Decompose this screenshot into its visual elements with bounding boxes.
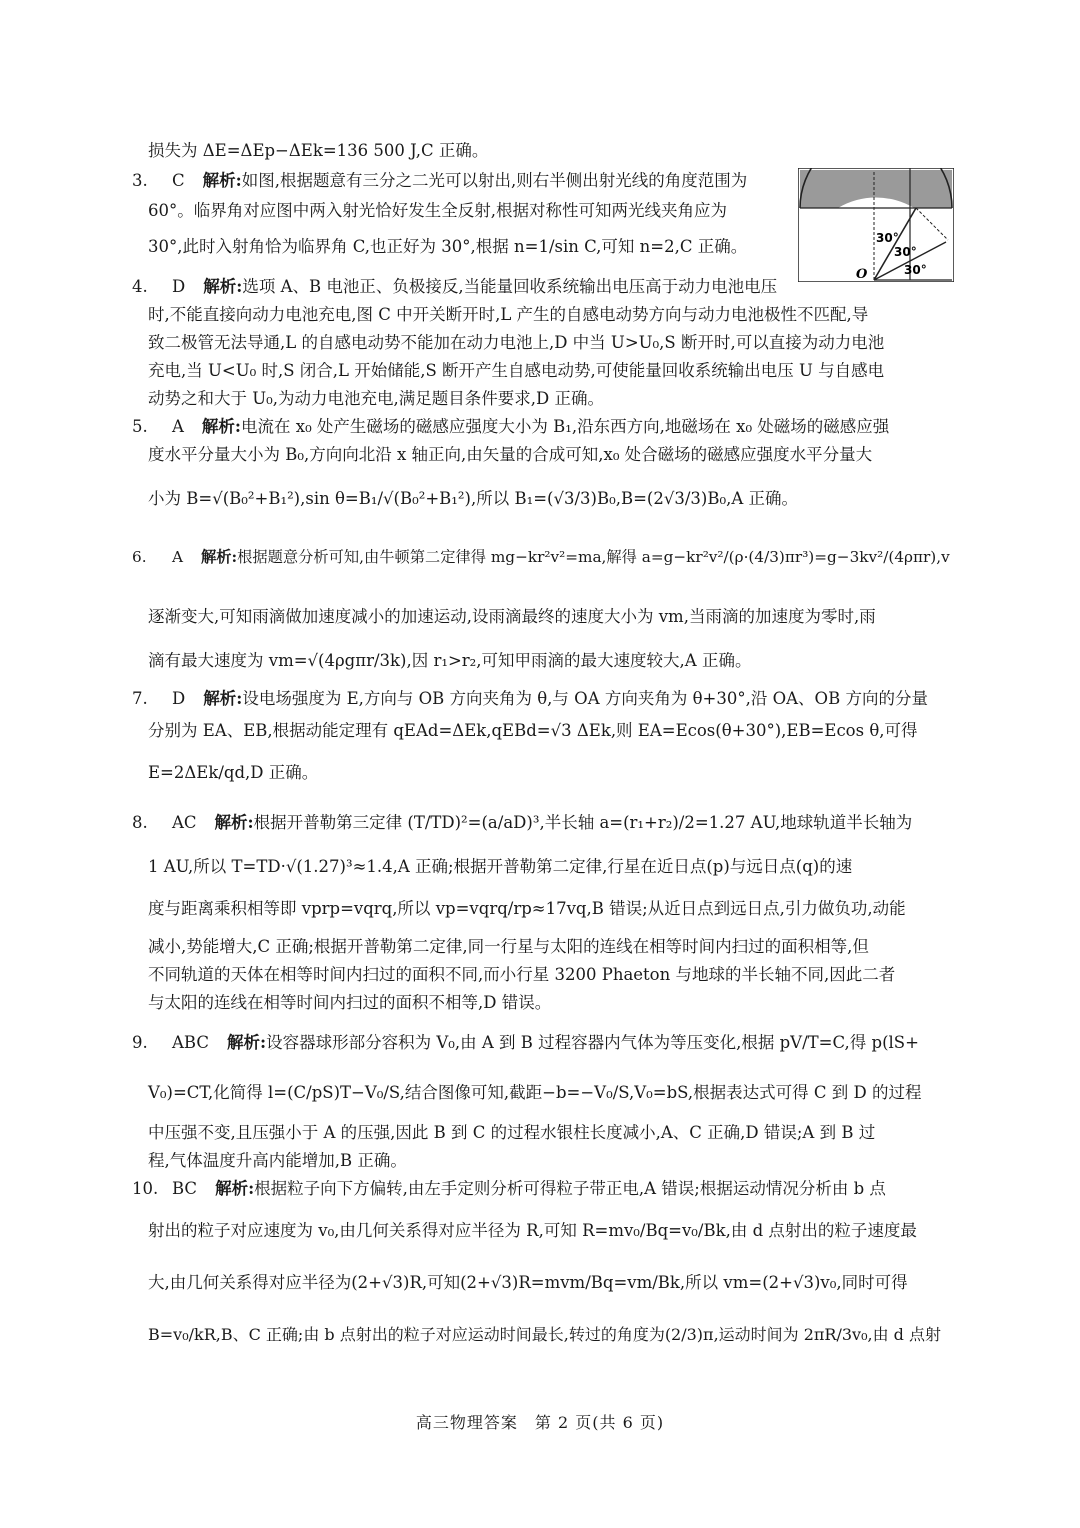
item-9-line-1: 9. ABC 解析:设容器球形部分容积为 V₀,由 A 到 B 过程容器内气体为等压变化,根据 pV/T=C,得 p(lS+	[132, 1033, 919, 1052]
item-4-line-3: 致二极管无法导通,L 的自感电动势不能加在动力电池上,D 中当 U>U₀,S 断开时,可以直接为动力电池	[148, 333, 885, 352]
item-10-line-2: 射出的粒子对应速度为 v₀,由几何关系得对应半径为 R,可知 R=mv₀/Bq=v₀/Bk,由 d 点射出的粒子速度最	[148, 1221, 917, 1240]
item-8-line-3: 度与距离乘积相等即 vprp=vqrq,所以 vp=vqrq/rp≈17vq,B 错误;从近日点到远日点,引力做负功,动能	[148, 899, 906, 918]
item-9-line-2: V₀)=CT,化简得 l=(C/pS)T−V₀/S,结合图像可知,截距−b=−V₀/S,V₀=bS,根据表达式可得 C 到 D 的过程	[148, 1083, 922, 1102]
item-8-line-6: 与太阳的连线在相等时间内扫过的面积不相等,D 错误。	[148, 993, 552, 1012]
item-8-line-1: 8. AC 解析:根据开普勒第三定律 (T/TD)²=(a/aD)³,半长轴 a=(r₁+r₂)/2=1.27 AU,地球轨道半长轴为	[132, 813, 913, 832]
item-4-line-1: 4. D 解析:选项 A、B 电池正、负极接反,当能量回收系统输出电压高于动力电池电压	[132, 277, 778, 296]
item-6-line-2: 逐渐变大,可知雨滴做加速度减小的加速运动,设雨滴最终的速度大小为 vm,当雨滴的加速度为零时,雨	[148, 607, 876, 626]
item-10-line-1: 10. BC 解析:根据粒子向下方偏转,由左手定则分析可得粒子带正电,A 错误;根据运动情况分析由 b 点	[132, 1179, 886, 1198]
item-7-line-2: 分别为 EA、EB,根据动能定理有 qEAd=ΔEk,qEBd=√3 ΔEk,则 EA=Ecos(θ+30°),EB=Ecos θ,可得	[148, 721, 918, 740]
item-3-line-1: 3. C 解析:如图,根据题意有三分之二光可以射出,则右半侧出射光线的角度范围为	[132, 171, 748, 190]
item-10-line-3: 大,由几何关系得对应半径为(2+√3)R,可知(2+√3)R=mvm/Bq=vm/Bk,所以 vm=(2+√3)v₀,同时可得	[148, 1273, 908, 1292]
item-7-line-3: E=2ΔEk/qd,D 正确。	[148, 763, 319, 782]
item-8-line-2: 1 AU,所以 T=TD·√(1.27)³≈1.4,A 正确;根据开普勒第二定律,行星在近日点(p)与远日点(q)的速	[148, 857, 853, 876]
item-4-line-4: 充电,当 U<U₀ 时,S 闭合,L 开始储能,S 断开产生自感电动势,可使能量回收系统输出电压 U 与自感电	[148, 361, 885, 380]
item-5-line-2: 度水平分量大小为 B₀,方向向北沿 x 轴正向,由矢量的合成可知,x₀ 处合磁场的磁感应强度水平分量大	[148, 445, 873, 464]
item-9-line-4: 程,气体温度升高内能增加,B 正确。	[148, 1151, 407, 1170]
item-10-line-4: B=v₀/kR,B、C 正确;由 b 点射出的粒子对应运动时间最长,转过的角度为(2/3)π,运动时间为 2πR/3v₀,由 d 点射	[148, 1325, 942, 1344]
item-5-line-1: 5. A 解析:电流在 x₀ 处产生磁场的磁感应强度大小为 B₁,沿东西方向,地磁场在 x₀ 处磁场的磁感应强	[132, 417, 890, 436]
item-7-line-1: 7. D 解析:设电场强度为 E,方向与 OB 方向夹角为 θ,与 OA 方向夹角为 θ+30°,沿 OA、OB 方向的分量	[132, 689, 928, 708]
item-8-line-5: 不同轨道的天体在相等时间内扫过的面积不同,而小行星 3200 Phaeton 与地球的半长轴不同,因此二者	[148, 965, 896, 984]
item-4-line-2: 时,不能直接向动力电池充电,图 C 中开关断开时,L 产生的自感电动势方向与动力电池极性不匹配,导	[148, 305, 869, 324]
item-keyword: 解析:	[202, 171, 242, 190]
angle-label: 30°	[876, 231, 899, 245]
refraction-figure	[798, 168, 954, 282]
page-footer: 高三物理答案 第 2 页(共 6 页)	[415, 1413, 665, 1432]
item-9-line-3: 中压强不变,且压强小于 A 的压强,因此 B 到 C 的过程水银柱长度减小,A、C 正确,D 错误;A 到 B 过	[148, 1123, 876, 1142]
angle-label: 30°	[904, 263, 927, 277]
angle-label: 30°	[894, 245, 917, 259]
item-8-line-4: 减小,势能增大,C 正确;根据开普勒第二定律,同一行星与太阳的连线在相等时间内扫过的面积相等,但	[148, 937, 869, 956]
item-5-line-3: 小为 B=√(B₀²+B₁²),sin θ=B₁/√(B₀²+B₁²),所以 B₁=(√3/3)B₀,B=(2√3/3)B₀,A 正确。	[148, 489, 798, 508]
item-6-line-3: 滴有最大速度为 vm=√(4ρgπr/3k),因 r₁>r₂,可知甲雨滴的最大速度较大,A 正确。	[148, 651, 752, 670]
item-6-line-1: 6. A 解析:根据题意分析可知,由牛顿第二定律得 mg−kr²v²=ma,解得 a=g−kr²v²/(ρ·(4/3)πr³)=g−3kv²/(4ρπr),v	[132, 548, 950, 566]
item-answer: C	[172, 171, 185, 190]
item-4-line-5: 动势之和大于 U₀,为动力电池充电,满足题目条件要求,D 正确。	[148, 389, 604, 408]
item-3-line-3: 30°,此时入射角恰为临界角 C,也正好为 30°,根据 n=1/sin C,可知 n=2,C 正确。	[148, 237, 748, 256]
top-line: 损失为 ΔE=ΔEp−ΔEk=136 500 J,C 正确。	[148, 141, 489, 160]
origin-label: O	[856, 267, 868, 282]
item-number: 3.	[132, 171, 148, 190]
item-3-line-2: 60°。临界角对应图中两入射光恰好发生全反射,根据对称性可知两光线夹角应为	[148, 201, 727, 220]
